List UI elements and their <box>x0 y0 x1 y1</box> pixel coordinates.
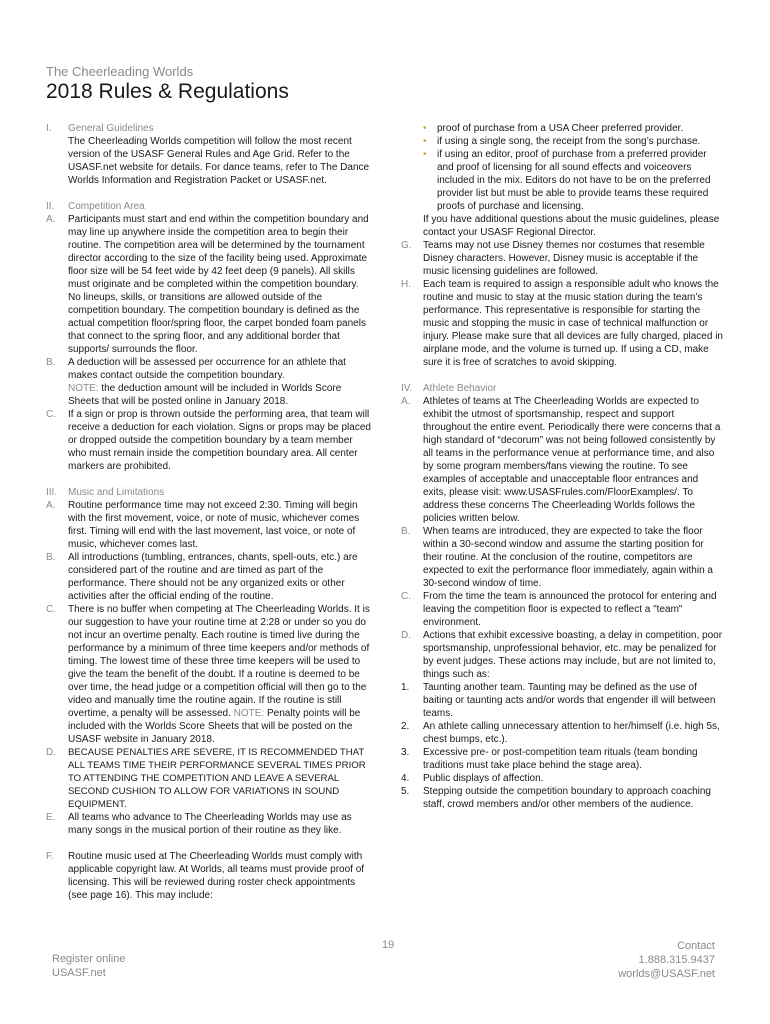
contact-phone[interactable]: 1.888.315.9437 <box>638 954 715 966</box>
rule-text: From the time the team is announced the protocol for entering and leaving the competition floor is expected to reflect a "team" environment. <box>423 591 717 628</box>
rule-label: A. <box>46 500 56 511</box>
numbered-text: Excessive pre- or post-competition team rituals (team bonding traditions must take place behind the stage area). <box>423 747 698 771</box>
rule-text: Routine performance time may not exceed 2:30. Timing will begin with the first movement, voice, or note of music, whichever comes first. Timing will end with the last movement, last voice, or note of music, whichever comes last. <box>68 500 360 550</box>
bullet-text: if using an editor, proof of purchase from a preferred provider and proof of licensing for all sound effects and voiceovers included in the mix. Editors do not have to be on the preferred provider list but must be able to provide teams these required proofs of purchase and licensing. <box>437 149 711 212</box>
section-music-and-limitations <box>46 486 371 902</box>
rule-label: G. <box>401 240 412 251</box>
rule-item <box>401 590 723 629</box>
register-link[interactable]: USASF.net <box>52 967 106 979</box>
document-subtitle: The Cheerleading Worlds <box>46 64 194 79</box>
section-number: I. <box>46 123 52 134</box>
numbered-text: Public displays of affection. <box>423 773 544 784</box>
rule-item <box>401 395 723 525</box>
spacer <box>46 837 371 850</box>
section-number: III. <box>46 487 58 498</box>
section-heading <box>401 382 723 395</box>
rule-text: When teams are introduced, they are expected to take the floor within a 30-second window and assume the starting position for their routine. At the conclusion of the routine, competitors are expected to exit the performance floor immediately, again within a 30-second window of time. <box>423 526 713 589</box>
numbered-label: 1. <box>401 682 410 693</box>
rule-text: All teams who advance to The Cheerleading Worlds may use as many songs in the musical portion of their routine as they like. <box>68 812 352 836</box>
section-heading <box>46 200 371 213</box>
rule-item <box>46 603 371 746</box>
rule-item <box>46 499 371 551</box>
footer-register <box>52 952 125 980</box>
rule-item <box>401 525 723 590</box>
contact-email[interactable]: worlds@USASF.net <box>618 968 715 980</box>
numbered-item <box>401 772 723 785</box>
rule-text: Participants must start and end within the competition boundary and may line up anywhere inside the competition area to begin their routine. The competition area will be determined by the tournament director according to the size of the facility being used. Approximate floor size will be 54 feet wide by 42 feet deep (9 panels). All skills must originate and be completed within the competition boundary. No lineups, skills, or transitions are allowed outside of the competition boundary. The competition boundary is defined as the actual competition floor/spring floor, the carpet bonded foam panels that connect to the spring floor, and any additional border that supports/ surrounds the floor. <box>68 214 369 355</box>
section-heading <box>46 486 371 499</box>
section-paragraph: The Cheerleading Worlds competition will follow the most recent version of the USASF General Rules and Age Grid. Refer to the USASF.net website for details. For dance teams, refer to The Dance Worlds Information and Registration Packet or USASF.net. <box>68 136 370 186</box>
rule-label: B. <box>401 526 411 537</box>
note-text: the deduction amount will be included in Worlds Score Sheets that will be posted online in January 2018. <box>68 383 342 407</box>
rule-label: H. <box>401 279 411 290</box>
rule-text: There is no buffer when competing at The Cheerleading Worlds. It is our suggestion to have your routine time at 2:28 or under so you do not incur an overtime penalty. Each routine is timed live during the performance by a minimum of three time keepers and/or methods of timing. The lowest time of these three time keepers will be used to give the team the benefit of the doubt. If a routine is deemed to be over time, the head judge or a competition official will then go to the video and manually time the routine again. If the routine is still overtime, a penalty will be assessed. <box>68 604 370 719</box>
rule-label: A. <box>401 396 411 407</box>
rule-label: F. <box>46 851 54 862</box>
rule-text: If a sign or prop is thrown outside the performing area, that team will receive a deduction for each violation. Signs or props may be placed or dropped outside the competition boundary by a team member who must remain inside the competition boundary area. All center markers are prohibited. <box>68 409 371 472</box>
rule-item <box>46 746 371 811</box>
music-contact-note: If you have additional questions about the music guidelines, please contact your USASF Regional Director. <box>423 214 720 238</box>
rule-item <box>46 811 371 837</box>
rule-item <box>401 629 723 681</box>
numbered-text: Taunting another team. Taunting may be defined as the use of baiting or taunting acts and/or words that engender ill will between teams. <box>423 682 716 719</box>
bullet-icon: • <box>423 149 427 160</box>
section-number: IV. <box>401 383 413 394</box>
numbered-label: 3. <box>401 747 410 758</box>
rule-label: D. <box>401 630 411 641</box>
rule-text: All introductions (tumbling, entrances, chants, spell-outs, etc.) are considered part of the routine and are timed as part of the performance. There should not be any organized exits or other activities after the official ending of the routine. <box>68 552 358 602</box>
rule-text: A deduction will be assessed per occurrence for an athlete that makes contact outside the competition boundary. <box>68 357 346 381</box>
section-competition-area <box>46 200 371 473</box>
numbered-text: An athlete calling unnecessary attention to her/himself (i.e. high 5s, chest bumps, etc.). <box>423 721 720 745</box>
left-column <box>46 122 371 915</box>
rule-label: C. <box>401 591 411 602</box>
footer-contact <box>618 939 715 981</box>
rule-text: Each team is required to assign a responsible adult who knows the routine and music to stay at the music station during the team’s performance. This representative is responsible for starting the music and stopping the music in case of technical malfunction or injury. Please make sure that all devices are fully charged, placed in airplane mode, and the volume is turned up. If using a CD, make sure it is free of scratches to avoid skipping. <box>423 279 723 368</box>
rule-label: B. <box>46 552 56 563</box>
rule-text: Teams may not use Disney themes nor costumes that resemble Disney characters. However, Disney music is acceptable if the music licensing guidelines are followed. <box>423 240 705 277</box>
note-label: NOTE: <box>68 383 99 394</box>
section-title: Competition Area <box>68 201 145 212</box>
numbered-label: 4. <box>401 773 410 784</box>
rule-text: BECAUSE PENALTIES ARE SEVERE, IT IS RECOMMENDED THAT ALL TEAMS TIME THEIR PERFORMANCE SEVERAL TIMES PRIOR TO ATTENDING THE COMPETITION AND LEAVE A SEVERAL SECOND CUSHION TO ALLOW FOR VARIATIONS IN SOUND EQUIPMENT. <box>68 747 366 810</box>
bullet-text: proof of purchase from a USA Cheer preferred provider. <box>437 123 684 134</box>
bullet-text: if using a single song, the receipt from the song’s purchase. <box>437 136 701 147</box>
section-number: II. <box>46 201 55 212</box>
document-title: 2018 Rules & Regulations <box>46 80 289 103</box>
bullet-item <box>401 148 723 213</box>
rule-text: Athletes of teams at The Cheerleading Worlds are expected to exhibit the utmost of sportsmanship, respect and support throughout the entire event. Periodically there were concerns that a high standard of “decorum” was not being followed consistently by all teams in the performance venue at performance time, and also by some program members/fans viewing the routine. To see examples of acceptable and unacceptable floor entrances and exits, please visit: www.USASFrules.com/FloorExamples/. To address these concerns The Cheerleading Worlds follows the policies written below. <box>423 396 721 524</box>
rule-label: C. <box>46 604 56 615</box>
numbered-label: 5. <box>401 786 410 797</box>
note-label: NOTE: <box>233 708 265 719</box>
rule-item <box>46 356 371 408</box>
section-athlete-behavior <box>401 382 723 811</box>
rule-text-container <box>68 603 371 746</box>
rule-label: A. <box>46 214 56 225</box>
numbered-item <box>401 720 723 746</box>
bullet-icon: • <box>423 136 427 147</box>
note-text: Penalty points will be included with the Worlds Score Sheets that will be posted on the USASF website in January 2018. <box>68 708 361 745</box>
numbered-item <box>401 785 723 811</box>
rule-text: Routine music used at The Cheerleading Worlds must comply with applicable copyright law. At Worlds, all teams must provide proof of licensing. This will be reviewed during roster check appointments (see page 16). This may include: <box>68 851 365 901</box>
rule-text: Actions that exhibit excessive boasting, a delay in competition, poor sportsmanship, unprofessional behavior, etc. may be penalized for by event judges. These actions may include, but are not limited to, things such as: <box>423 630 723 680</box>
section-general-guidelines <box>46 122 371 187</box>
register-label: Register online <box>52 953 126 965</box>
rule-label: C. <box>46 409 56 420</box>
rule-label: B. <box>46 357 56 368</box>
section-heading <box>46 122 371 135</box>
numbered-text: Stepping outside the competition boundary to approach coaching staff, crowd members and/or other members of the audience. <box>423 786 711 810</box>
rule-item <box>46 551 371 603</box>
right-column <box>401 122 723 824</box>
numbered-item <box>401 746 723 772</box>
rule-item <box>46 408 371 473</box>
bullet-item <box>401 135 723 148</box>
rule-item <box>401 239 723 278</box>
spacer <box>401 369 723 382</box>
rule-label: E. <box>46 812 56 823</box>
rule-item <box>46 850 371 902</box>
bullet-icon: • <box>423 123 427 134</box>
contact-label: Contact <box>677 940 715 952</box>
numbered-label: 2. <box>401 721 410 732</box>
section-title: Athlete Behavior <box>423 383 497 394</box>
rule-item <box>401 278 723 369</box>
numbered-item <box>401 681 723 720</box>
rule-item <box>46 213 371 356</box>
section-title: General Guidelines <box>68 123 154 134</box>
rule-text-container <box>68 356 371 408</box>
page-number: 19 <box>382 939 395 951</box>
rule-label: D. <box>46 747 56 758</box>
bullet-item <box>401 122 723 135</box>
section-title: Music and Limitations <box>68 487 165 498</box>
